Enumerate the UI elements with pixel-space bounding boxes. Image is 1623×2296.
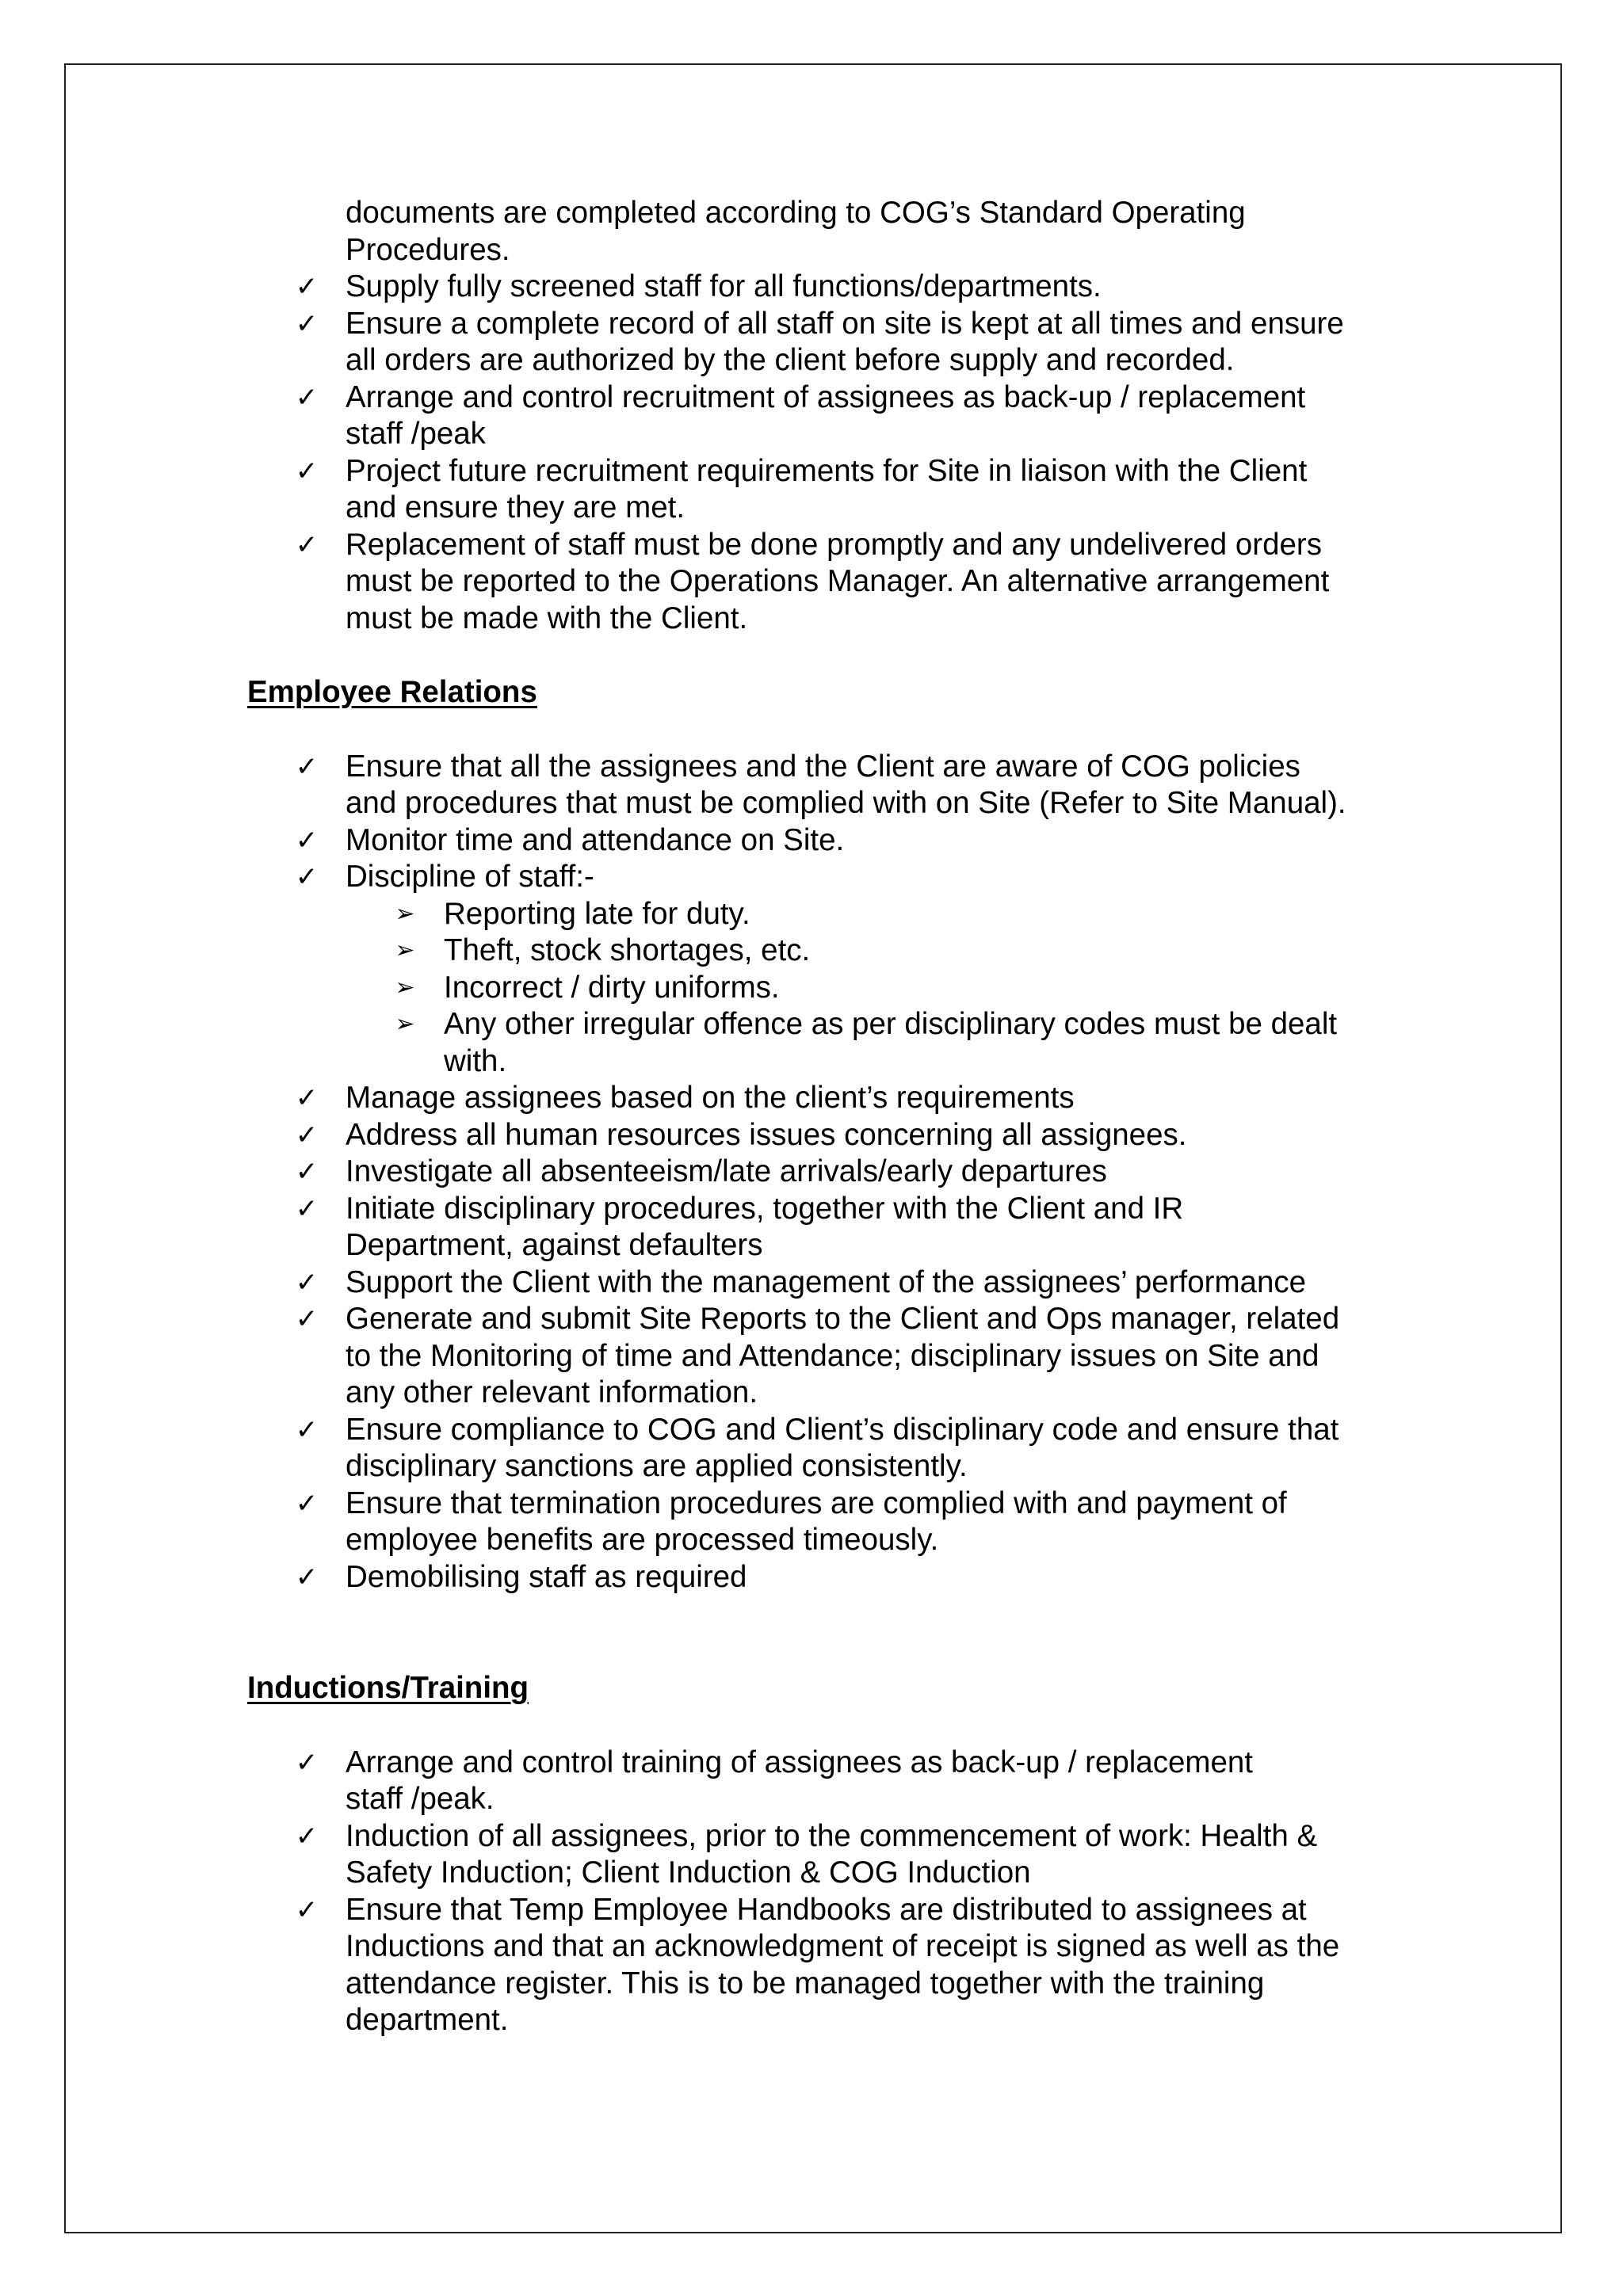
text-line: Procedures. xyxy=(346,232,510,267)
list-item xyxy=(247,1117,1404,1154)
employee-relations-checklist xyxy=(247,749,1404,1596)
list-item xyxy=(247,1486,1404,1559)
text-line: employee benefits are processed timeously. xyxy=(346,1523,939,1557)
text-line: must be reported to the Operations Manager. An alternative arrangement xyxy=(346,564,1330,598)
text-line: Inductions and that an acknowledgment of receipt is signed as well as the xyxy=(346,1929,1340,1963)
text-line: with. xyxy=(444,1043,507,1078)
text-line: Generate and submit Site Reports to the Client and Ops manager, related xyxy=(346,1302,1340,1336)
arrow-bullet-icon: ➢ xyxy=(395,936,415,964)
list-item xyxy=(247,1412,1404,1486)
checkmark-icon: ✓ xyxy=(295,1487,319,1520)
sub-list-item xyxy=(247,1006,1404,1080)
text-line: Ensure that Temp Employee Handbooks are distributed to assignees at xyxy=(346,1892,1307,1927)
text-line: disciplinary sanctions are applied consistently. xyxy=(346,1449,968,1483)
list-item xyxy=(247,453,1404,527)
text-line: Manage assignees based on the client’s requirements xyxy=(346,1081,1075,1115)
checkmark-icon: ✓ xyxy=(295,861,319,893)
continued-paragraph xyxy=(247,195,1404,269)
checkmark-icon: ✓ xyxy=(295,307,319,340)
sub-list-item xyxy=(247,896,1404,933)
list-item xyxy=(247,1818,1404,1892)
text-line: Ensure that all the assignees and the Client are aware of COG policies xyxy=(346,749,1300,784)
text-line: Monitor time and attendance on Site. xyxy=(346,822,845,857)
list-item xyxy=(247,306,1404,379)
text-line: and procedures that must be complied with on Site (Refer to Site Manual). xyxy=(346,786,1346,820)
checkmark-icon: ✓ xyxy=(295,1894,319,1926)
text-line: Theft, stock shortages, etc. xyxy=(444,933,811,967)
text-line: Induction of all assignees, prior to the commencement of work: Health & xyxy=(346,1818,1318,1853)
checkmark-icon: ✓ xyxy=(295,1119,319,1151)
checkmark-icon: ✓ xyxy=(295,1820,319,1852)
checkmark-icon: ✓ xyxy=(295,1156,319,1188)
text-line: Replacement of staff must be done promptly and any undelivered orders xyxy=(346,527,1322,562)
list-item xyxy=(247,1264,1404,1302)
text-line: must be made with the Client. xyxy=(346,601,748,635)
section-heading-inductions-training: Inductions/Training xyxy=(247,1671,529,1705)
text-line: and ensure they are met. xyxy=(346,490,685,524)
list-item xyxy=(247,269,1404,306)
text-line: Arrange and control training of assignees as back-up / replacement xyxy=(346,1745,1253,1779)
arrow-bullet-icon: ➢ xyxy=(395,1010,415,1038)
checkmark-icon: ✓ xyxy=(295,1266,319,1299)
text-line: Discipline of staff:- xyxy=(346,860,594,894)
list-item xyxy=(247,1301,1404,1412)
list-item xyxy=(247,822,1404,860)
checkmark-icon: ✓ xyxy=(295,1192,319,1225)
text-line: Demobilising staff as required xyxy=(346,1559,747,1594)
list-item xyxy=(247,379,1404,453)
list-item xyxy=(247,1191,1404,1264)
text-line: any other relevant information. xyxy=(346,1375,758,1409)
text-line: Ensure that termination procedures are complied with and payment of xyxy=(346,1486,1287,1520)
list-item xyxy=(247,1559,1404,1596)
text-line: Safety Induction; Client Induction & COG Induction xyxy=(346,1855,1031,1890)
checkmark-icon: ✓ xyxy=(295,750,319,783)
text-line: Support the Client with the management of the assignees’ performance xyxy=(346,1264,1307,1299)
checkmark-icon: ✓ xyxy=(295,1082,319,1114)
list-item xyxy=(247,1745,1404,1818)
text-line: Initiate disciplinary procedures, together with the Client and IR xyxy=(346,1191,1184,1226)
text-line: Reporting late for duty. xyxy=(444,896,750,931)
list-item xyxy=(247,749,1404,822)
text-line: attendance register. This is to be managed together with the training xyxy=(346,1966,1265,2000)
section-heading-employee-relations: Employee Relations xyxy=(247,675,537,709)
text-line: department. xyxy=(346,2003,509,2037)
checkmark-icon: ✓ xyxy=(295,1303,319,1335)
sub-list-item xyxy=(247,933,1404,970)
checkmark-icon: ✓ xyxy=(295,1413,319,1446)
text-line: Any other irregular offence as per disciplinary codes must be dealt xyxy=(444,1007,1338,1041)
checkmark-icon: ✓ xyxy=(295,528,319,561)
checkmark-icon: ✓ xyxy=(295,271,319,303)
continued-checklist xyxy=(247,269,1404,637)
checkmark-icon: ✓ xyxy=(295,381,319,414)
text-line: Incorrect / dirty uniforms. xyxy=(444,970,780,1005)
checkmark-icon: ✓ xyxy=(295,1746,319,1779)
list-item xyxy=(247,1892,1404,2039)
list-item xyxy=(247,527,1404,638)
text-line: all orders are authorized by the client before supply and recorded. xyxy=(346,343,1235,377)
text-line: Investigate all absenteeism/late arrivals/early departures xyxy=(346,1154,1107,1188)
checkmark-icon: ✓ xyxy=(295,455,319,487)
list-item xyxy=(247,859,1404,896)
text-line: Arrange and control recruitment of assignees as back-up / replacement xyxy=(346,379,1306,414)
text-line: documents are completed according to COG’s Standard Operating xyxy=(346,196,1246,230)
text-line: to the Monitoring of time and Attendance; disciplinary issues on Site and xyxy=(346,1338,1319,1373)
text-line: Address all human resources issues concerning all assignees. xyxy=(346,1117,1187,1152)
text-line: staff /peak xyxy=(346,417,486,451)
document-body xyxy=(247,195,1404,2039)
arrow-bullet-icon: ➢ xyxy=(395,973,415,1001)
text-line: Ensure compliance to COG and Client’s disciplinary code and ensure that xyxy=(346,1412,1339,1447)
text-line: Department, against defaulters xyxy=(346,1228,763,1262)
checkmark-icon: ✓ xyxy=(295,824,319,856)
text-line: Supply fully screened staff for all functions/departments. xyxy=(346,269,1102,303)
text-line: Project future recruitment requirements for Site in liaison with the Client xyxy=(346,453,1308,488)
inductions-training-checklist xyxy=(247,1745,1404,2039)
text-line: Ensure a complete record of all staff on site is kept at all times and ensure xyxy=(346,306,1344,341)
text-line: staff /peak. xyxy=(346,1782,495,1816)
list-item xyxy=(247,1080,1404,1117)
list-item xyxy=(247,1154,1404,1191)
sub-list-item xyxy=(247,970,1404,1007)
checkmark-icon: ✓ xyxy=(295,1561,319,1593)
arrow-bullet-icon: ➢ xyxy=(395,899,415,928)
